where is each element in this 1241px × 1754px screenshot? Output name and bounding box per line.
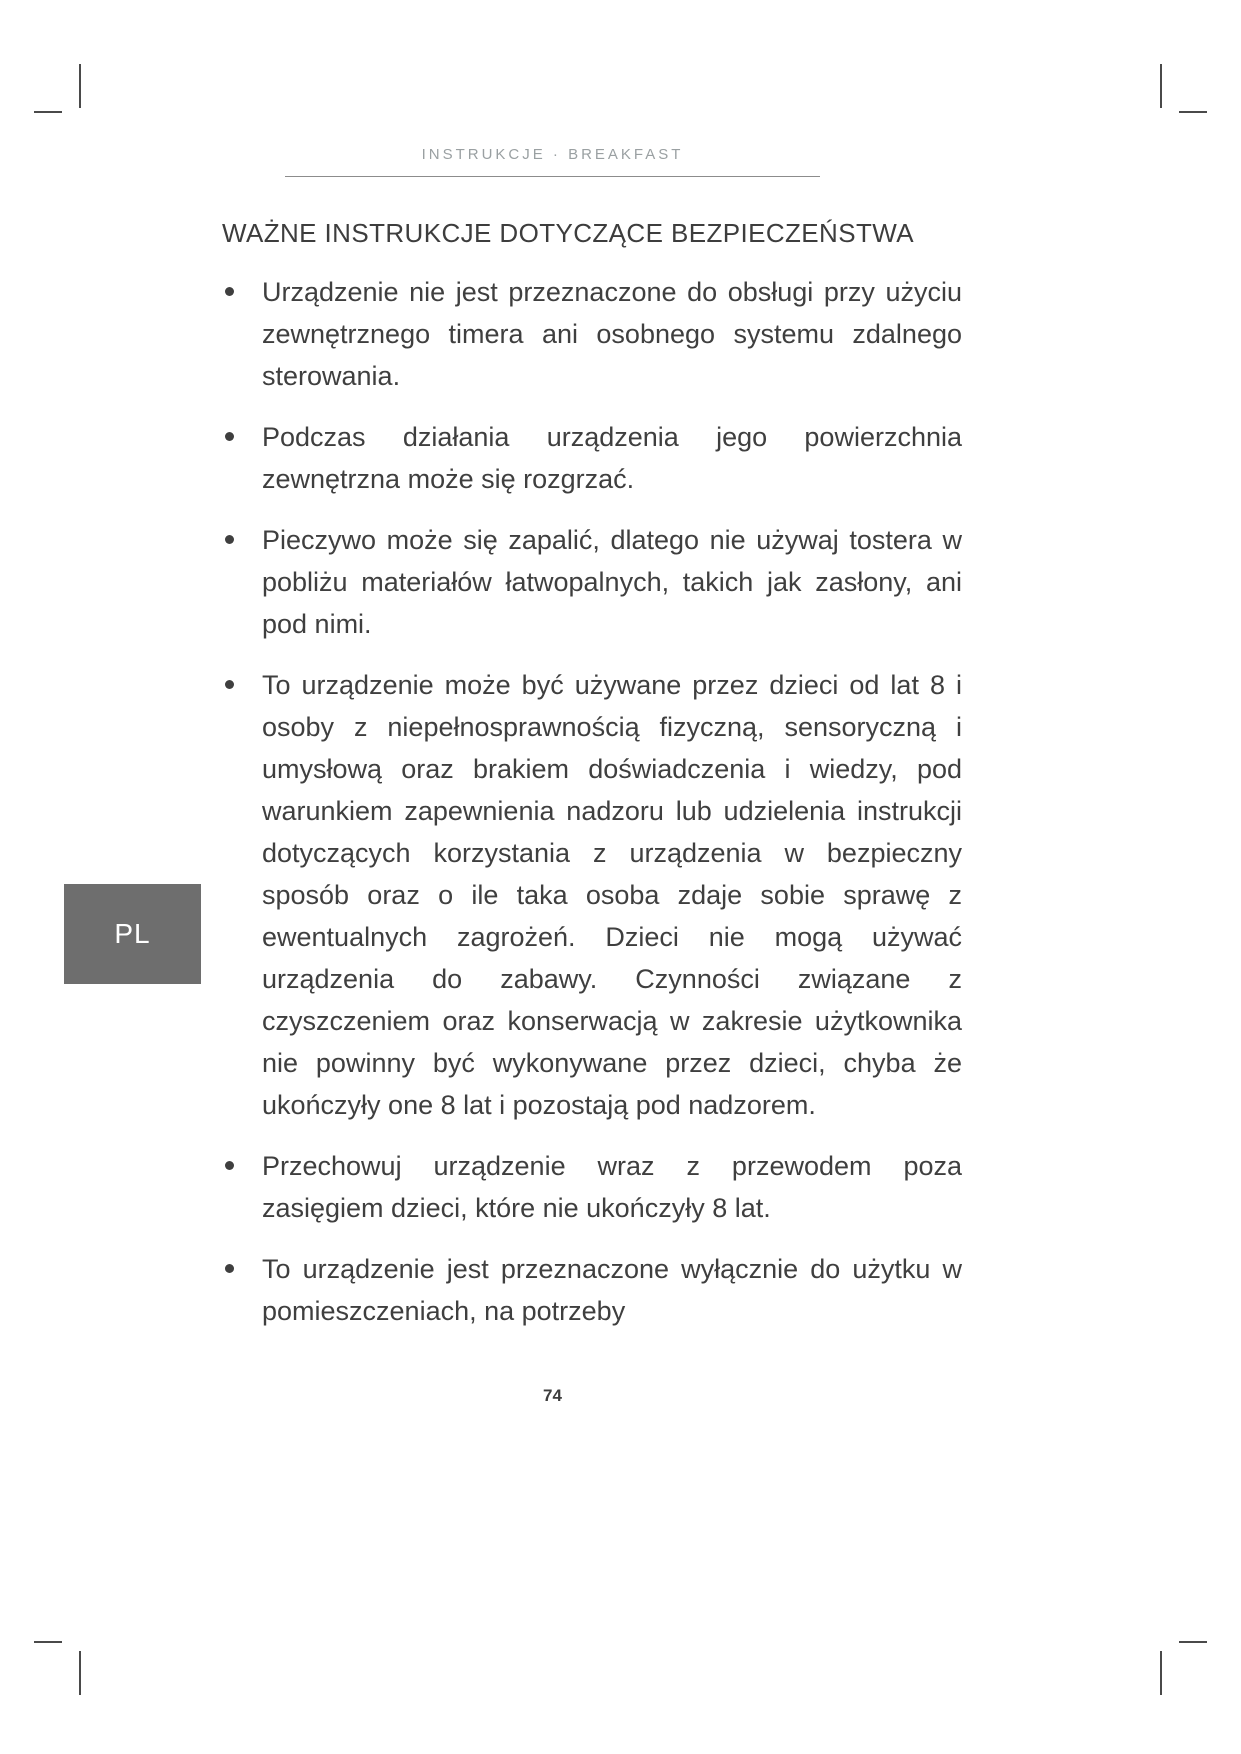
page-header <box>285 146 820 177</box>
crop-mark-top-right-vertical <box>1160 64 1162 108</box>
language-tab-label: PL <box>114 918 151 949</box>
header-title: INSTRUKCJE · BREAKFAST <box>421 146 684 163</box>
bullet-list <box>222 271 962 1332</box>
list-item-text: To urządzenie jest przeznaczone wyłącznie do użytku w pomieszczeniach, na potrzeby <box>262 1254 962 1326</box>
list-item-text: Podczas działania urządzenia jego powierzchnia zewnętrzna może się rozgrzać. <box>262 422 962 494</box>
header-rule <box>285 176 820 177</box>
crop-mark-bottom-left-horizontal <box>34 1641 62 1643</box>
list-item-text: To urządzenie może być używane przez dzieci od lat 8 i osoby z niepełnosprawnością fizyczną, sensoryczną i umysłową oraz brakiem doświadczenia i wiedzy, pod warunkiem zapewnienia nadzoru lub udzielenia instrukcji dotyczących korzystania z urządzenia w bezpieczny sposób oraz o ile taka osoba zdaje sobie sprawę z ewentualnych zagrożeń. Dzieci nie mogą używać urządzenia do zabawy. Czynności związane z czyszczeniem oraz konserwacją w zakresie użytkownika nie powinny być wykonywane przez dzieci, chyba że ukończyły one 8 lat i pozostają pod nadzorem. <box>262 670 962 1120</box>
bullet-icon <box>225 535 234 544</box>
crop-mark-top-left-vertical <box>79 64 81 108</box>
bullet-icon <box>225 1264 234 1273</box>
list-item-text: Przechowuj urządzenie wraz z przewodem poza zasięgiem dzieci, które nie ukończyły 8 lat. <box>262 1151 962 1223</box>
content-column <box>222 218 962 1332</box>
list-item <box>222 664 962 1126</box>
crop-mark-bottom-left-vertical <box>79 1651 81 1695</box>
crop-mark-bottom-right-horizontal <box>1179 1641 1207 1643</box>
bullet-icon <box>225 1161 234 1170</box>
page-number: 74 <box>543 1386 562 1405</box>
list-item <box>222 1145 962 1229</box>
list-item <box>222 271 962 397</box>
list-item-text: Pieczywo może się zapalić, dlatego nie używaj tostera w pobliżu materiałów łatwopalnych, takich jak zasłony, ani pod nimi. <box>262 525 962 639</box>
list-item-text: Urządzenie nie jest przeznaczone do obsługi przy użyciu zewnętrznego timera ani osobnego systemu zdalnego sterowania. <box>262 277 962 391</box>
crop-mark-top-right-horizontal <box>1179 111 1207 113</box>
crop-mark-top-left-horizontal <box>34 111 62 113</box>
bullet-icon <box>225 287 234 296</box>
section-title: WAŻNE INSTRUKCJE DOTYCZĄCE BEZPIECZEŃSTWA <box>222 218 914 248</box>
list-item <box>222 1248 962 1332</box>
crop-mark-bottom-right-vertical <box>1160 1651 1162 1695</box>
bullet-icon <box>225 432 234 441</box>
bullet-icon <box>225 680 234 689</box>
list-item <box>222 416 962 500</box>
language-tab <box>64 884 201 984</box>
list-item <box>222 519 962 645</box>
